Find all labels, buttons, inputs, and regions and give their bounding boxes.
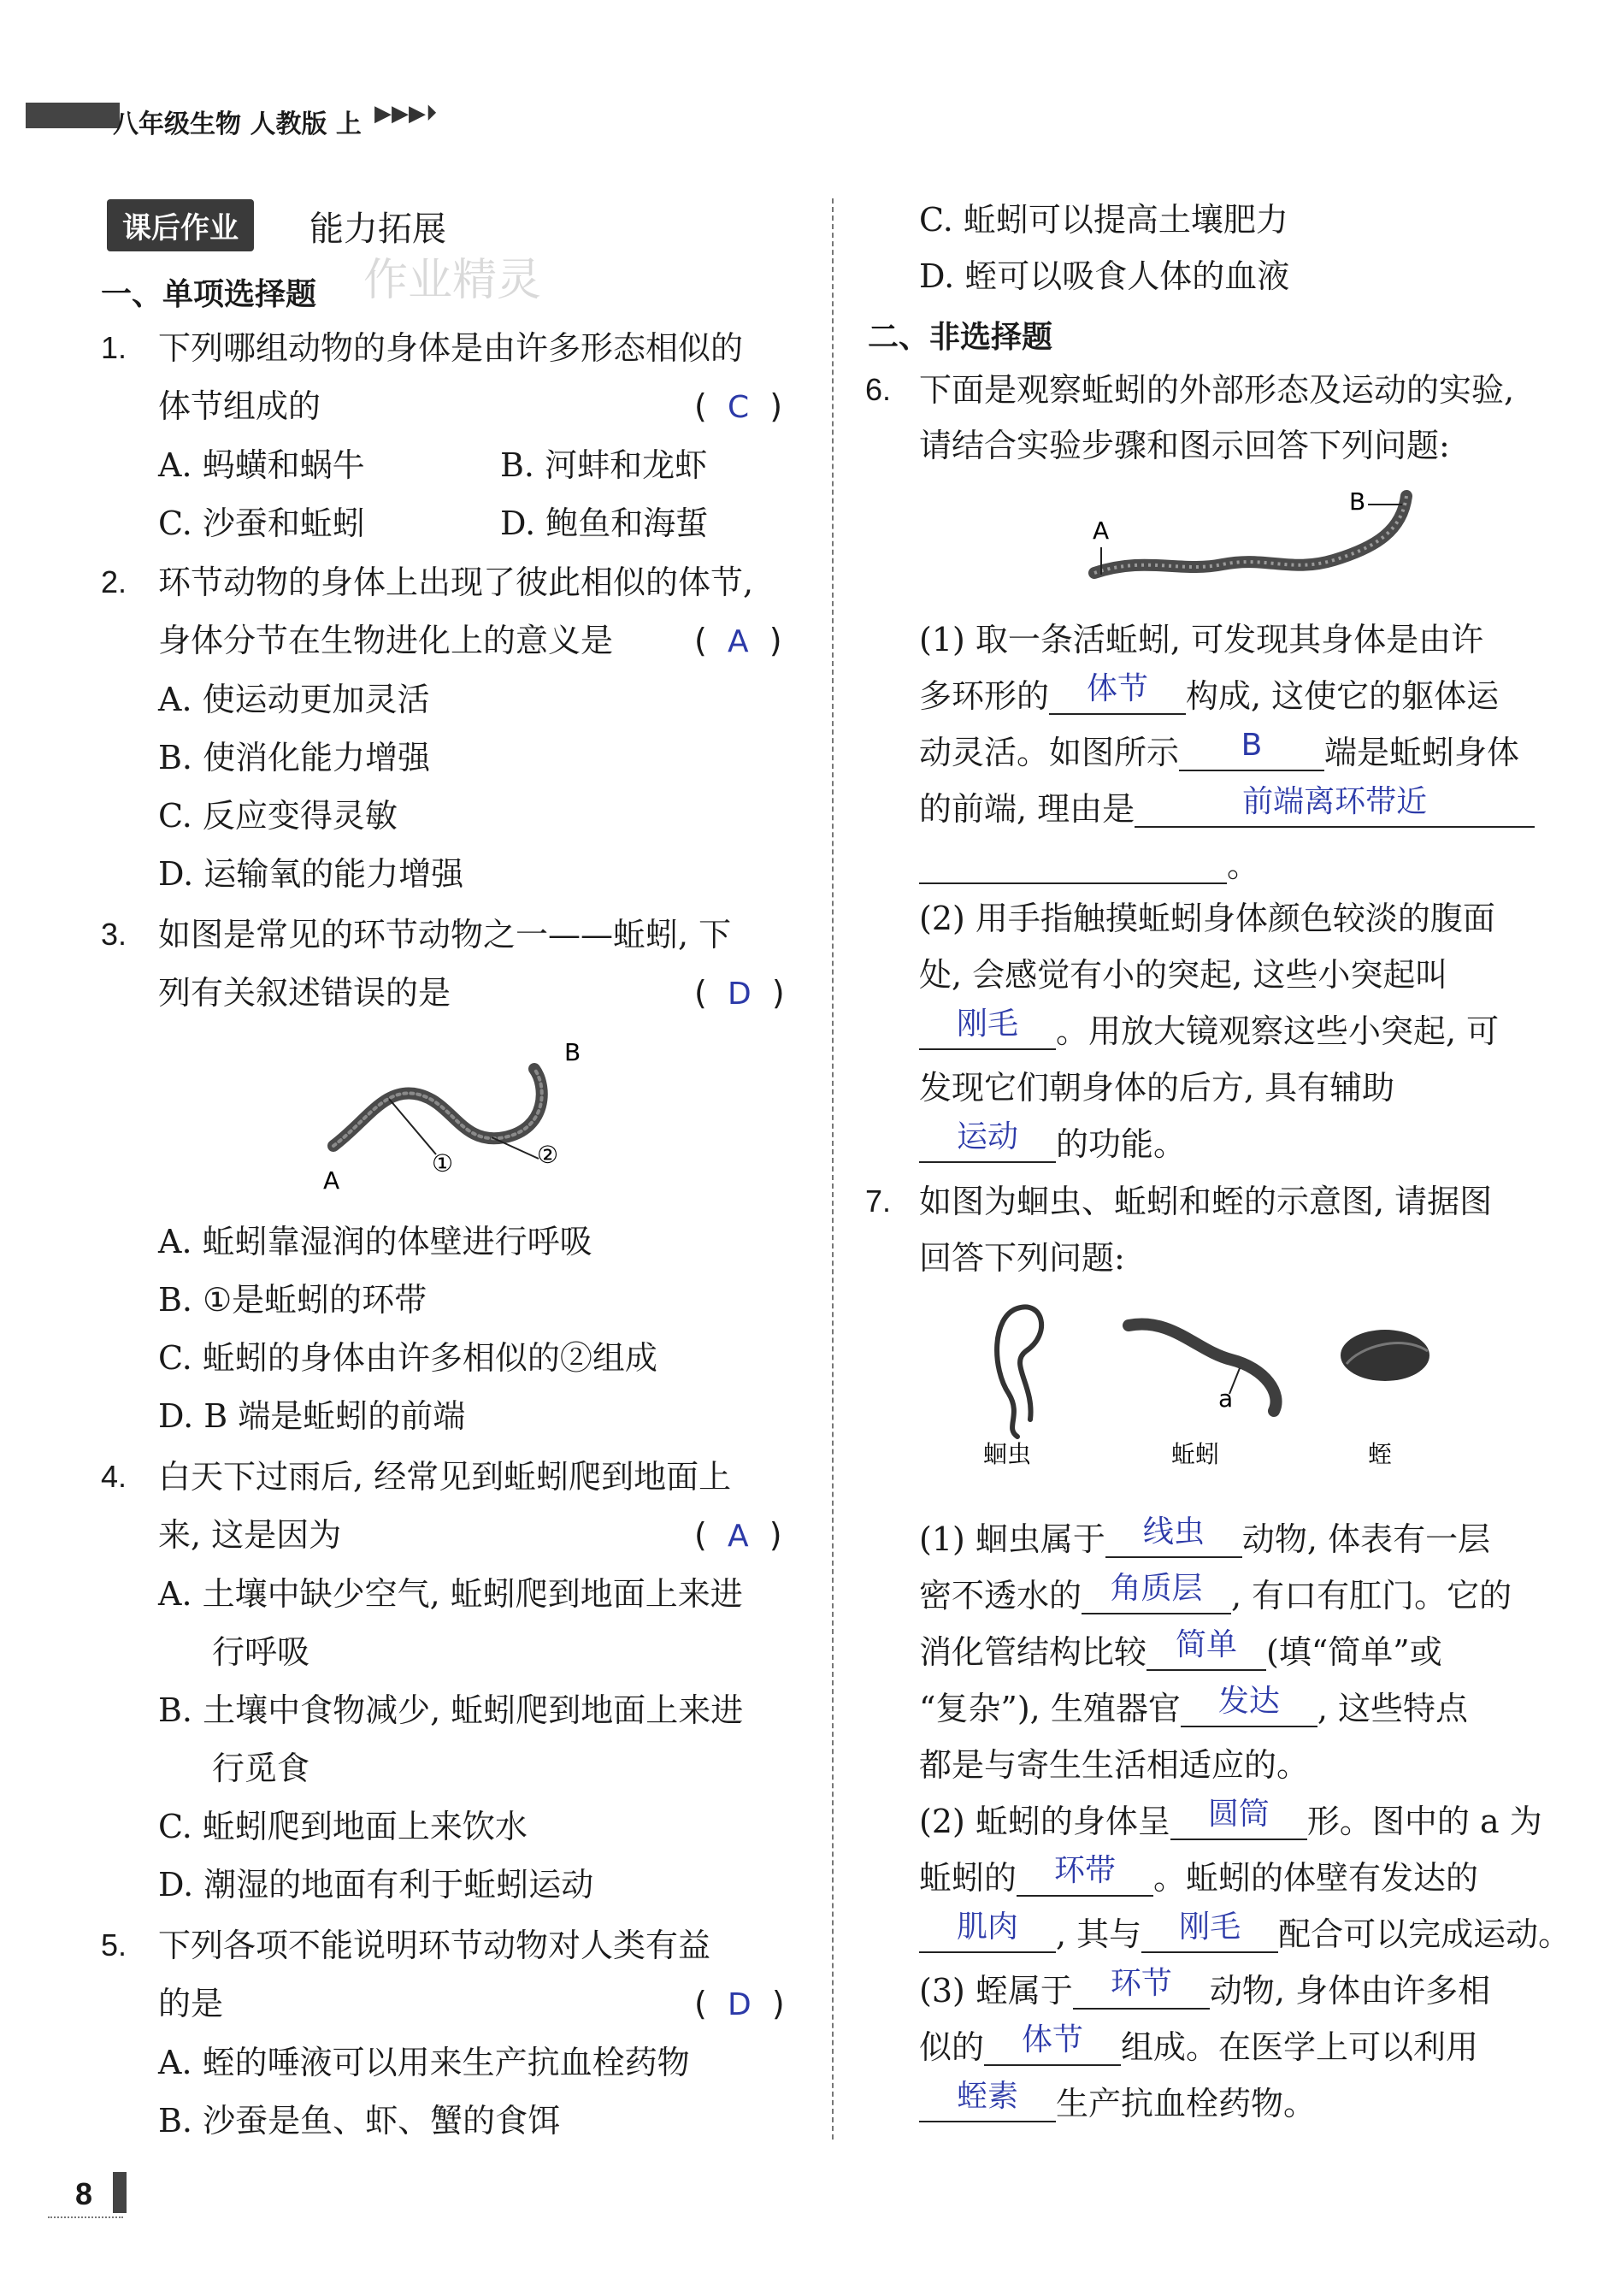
header-bar	[26, 103, 120, 128]
q7-p3-line2	[919, 2022, 1479, 2066]
q7-p1-text: (1) 蛔虫属于	[919, 1520, 1105, 1558]
q2-number: 2.	[101, 564, 127, 599]
q6-stem: 下面是观察蚯蚓的外部形态及运动的实验,	[919, 371, 1515, 409]
q7-number: 7.	[865, 1183, 892, 1219]
q7-blank-6	[1017, 1853, 1153, 1897]
q6-p1-line4	[919, 784, 1535, 828]
q7-stem-2: 回答下列问题:	[919, 1239, 1125, 1277]
q6-answer-4: 刚毛	[956, 1006, 1018, 1042]
q7-p1-line5: 都是与寄生生活相适应的。	[919, 1746, 1310, 1784]
q2-option-c: C. 反应变得灵敏	[158, 797, 398, 835]
q7-p3b-text-2: 组成。在医学上可以利用	[1121, 2028, 1479, 2066]
q7-p1-text-2: 动物, 体表有一层	[1241, 1520, 1491, 1558]
q7-label-a: a	[1218, 1384, 1234, 1413]
watermark-logo: 作业精灵	[363, 255, 542, 306]
q7-blank-5	[1170, 1797, 1307, 1840]
q7-p1-line4	[919, 1684, 1469, 1727]
q6-answer-5: 运动	[956, 1119, 1018, 1154]
q6-label-a: A	[1093, 516, 1110, 545]
q6-blank-4	[919, 1006, 1056, 1050]
q4-stem-2: 来, 这是因为	[158, 1516, 342, 1554]
q6-answer-2: B	[1241, 728, 1263, 763]
q7-answer-6: 环带	[1054, 1853, 1117, 1888]
q5-answer-slot: ( D )	[694, 1985, 785, 2022]
q7-p1c-text: 消化管结构比较	[919, 1633, 1147, 1671]
q7-p1-line1	[919, 1514, 1491, 1558]
q7-answer-8: 刚毛	[1179, 1909, 1241, 1945]
q6-p1-text-4: 端是蚯蚓身体	[1324, 734, 1520, 771]
q4-option-a: A. 土壤中缺少空气, 蚯蚓爬到地面上来进	[158, 1575, 743, 1613]
q1-answer: C	[727, 390, 750, 425]
q7-p3-line3	[919, 2079, 1317, 2122]
q6-p1-text-2: 构成, 这使它的躯体运	[1186, 677, 1500, 715]
q5-number: 5.	[101, 1927, 127, 1963]
q6-p1-text-5: 的前端, 理由是	[919, 790, 1135, 828]
q2-stem: 环节动物的身体上出现了彼此相似的体节,	[158, 564, 754, 601]
arrow-icons: ▶▶▶⏵	[374, 101, 437, 127]
q7-blank-8	[1141, 1909, 1278, 1953]
q7-p3c-text: 生产抗血栓药物。	[1056, 2085, 1317, 2122]
q3-option-a: A. 蚯蚓靠湿润的体壁进行呼吸	[158, 1223, 592, 1260]
q7-answer-3: 简单	[1176, 1627, 1238, 1662]
q3-answer-slot: ( D )	[694, 974, 785, 1012]
q7-blank-10	[984, 2022, 1121, 2066]
q4-option-b-cont: 行觅食	[212, 1750, 310, 1787]
footer-dotted-line	[48, 2216, 123, 2218]
q6-label-b: B	[1349, 487, 1366, 516]
q7-p3b-text: 似的	[919, 2028, 985, 2066]
q4-option-d: D. 潮湿的地面有利于蚯蚓运动	[158, 1866, 594, 1903]
q7-p2-text: (2) 蚯蚓的身体呈	[919, 1803, 1170, 1840]
q6-blank-5	[919, 1119, 1056, 1163]
q6-p2-end: 的功能。	[1056, 1125, 1187, 1163]
q3-label-2: ②	[537, 1141, 559, 1169]
q3-label-a: A	[323, 1166, 340, 1195]
q1-option-d: D. 鲍鱼和海蜇	[500, 505, 709, 542]
q6-p1-line2	[919, 671, 1500, 715]
q3-option-c: C. 蚯蚓的身体由许多相似的②组成	[158, 1339, 657, 1377]
q7-p1d-text-2: , 这些特点	[1317, 1690, 1469, 1727]
q7-p3-text: (3) 蛭属于	[919, 1972, 1073, 2010]
q2-option-a: A. 使运动更加灵活	[158, 681, 430, 718]
q7-p2-line1	[919, 1797, 1542, 1840]
q4-answer-slot: ( A )	[694, 1516, 782, 1554]
q4-option-b: B. 土壤中食物减少, 蚯蚓爬到地面上来进	[158, 1691, 744, 1729]
page-number-bar	[113, 2172, 127, 2213]
q5-stem-2: 的是	[158, 1985, 224, 2022]
q4-option-a-cont: 行呼吸	[212, 1633, 310, 1671]
q7-p3-line1	[919, 1966, 1491, 2010]
q6-stem-2: 请结合实验步骤和图示回答下列问题:	[919, 427, 1450, 464]
q7-caption-leech: 蛭	[1368, 1440, 1393, 1468]
q6-blank-3-cont	[919, 848, 1227, 884]
q7-p1b-text-2: , 有口有肛门。它的	[1231, 1577, 1512, 1614]
q1-option-a: A. 蚂蟥和蜗牛	[158, 446, 365, 484]
q7-p2c-text: , 其与	[1056, 1915, 1142, 1953]
q3-option-b: B. ①是蚯蚓的环带	[158, 1281, 427, 1319]
q6-p1-line5	[919, 847, 1259, 884]
q6-p2-text: 。用放大镜观察这些小突起, 可	[1056, 1012, 1500, 1050]
q7-answer-2: 角质层	[1110, 1571, 1203, 1606]
q6-blank-3	[1135, 784, 1535, 828]
q5-stem: 下列各项不能说明环节动物对人类有益	[158, 1927, 711, 1964]
q7-blank-7	[919, 1909, 1056, 1953]
q6-p2-line4: 发现它们朝身体的后方, 具有辅助	[919, 1069, 1395, 1107]
q7-blank-11	[919, 2079, 1056, 2122]
q6-answer-1: 体节	[1087, 671, 1149, 706]
q7-p1-line3	[919, 1627, 1442, 1671]
q4-option-c: C. 蚯蚓爬到地面上来饮水	[158, 1808, 528, 1845]
q7-caption-earthworm: 蚯蚓	[1171, 1440, 1220, 1468]
q7-blank-2	[1082, 1571, 1231, 1614]
q6-p1-text: 多环形的	[919, 677, 1050, 715]
q6-p1-end: 。	[1227, 847, 1260, 884]
q7-caption-roundworm: 蛔虫	[983, 1440, 1032, 1468]
q5-option-c: C. 蚯蚓可以提高土壤肥力	[919, 201, 1288, 239]
q3-earthworm-figure	[316, 1035, 598, 1197]
q7-p2-line2	[919, 1853, 1479, 1897]
q7-p1d-text: “复杂”), 生殖器官	[919, 1690, 1181, 1727]
q7-p2b-text: 蚯蚓的	[919, 1859, 1017, 1897]
q5-answer: D	[727, 1987, 752, 2022]
q2-option-d: D. 运输氧的能力增强	[158, 855, 464, 893]
q4-stem: 白天下过雨后, 经常见到蚯蚓爬到地面上	[158, 1458, 732, 1496]
q7-answer-4: 发达	[1217, 1684, 1280, 1719]
q6-p2-line3	[919, 1006, 1500, 1050]
q7-p3-text-2: 动物, 身体由许多相	[1209, 1972, 1491, 2010]
q1-number: 1.	[101, 330, 127, 365]
q7-blank-9	[1073, 1966, 1210, 2010]
part1-title: 一、单项选择题	[101, 277, 317, 312]
q6-number: 6.	[865, 372, 892, 407]
part2-title: 二、非选择题	[868, 320, 1053, 355]
q7-p2b-text-2: 。蚯蚓的体壁有发达的	[1153, 1859, 1479, 1897]
q6-p1-text-3: 动灵活。如图所示	[919, 734, 1180, 771]
page-number: 8	[75, 2176, 93, 2211]
q3-answer: D	[727, 977, 752, 1012]
q7-answer-1: 线虫	[1142, 1514, 1205, 1549]
q6-blank-2	[1179, 728, 1324, 771]
q7-animals-figure	[958, 1283, 1471, 1471]
q3-label-1: ①	[432, 1149, 454, 1178]
q2-answer: A	[727, 624, 749, 659]
q7-answer-7: 肌肉	[956, 1909, 1018, 1945]
q7-p2c-text-2: 配合可以完成运动。	[1278, 1915, 1571, 1953]
q3-number: 3.	[101, 917, 127, 952]
q3-label-b: B	[564, 1038, 581, 1066]
q7-stem: 如图为蛔虫、蚯蚓和蛭的示意图, 请据图	[919, 1183, 1493, 1220]
q6-answer-3: 前端离环带近	[1242, 784, 1428, 819]
section-title: 能力拓展	[309, 210, 446, 249]
q6-earthworm-figure	[1077, 479, 1436, 590]
q1-option-b: B. 河蚌和龙虾	[500, 446, 708, 484]
q5-option-b: B. 沙蚕是鱼、虾、蟹的食饵	[158, 2102, 561, 2140]
q4-answer: A	[727, 1519, 749, 1554]
q3-stem: 如图是常见的环节动物之一——蚯蚓, 下	[158, 916, 732, 953]
q7-answer-11: 蛭素	[956, 2079, 1018, 2114]
q3-option-d: D. B 端是蚯蚓的前端	[158, 1397, 466, 1435]
q1-stem-2: 体节组成的	[158, 387, 321, 425]
q5-option-d: D. 蛭可以吸食人体的血液	[919, 257, 1290, 295]
q7-p2-text-2: 形。图中的 a 为	[1306, 1803, 1542, 1840]
section-tag: 课后作业	[107, 199, 254, 251]
q1-answer-slot: ( C )	[694, 387, 783, 425]
q6-p1-line1: (1) 取一条活蚯蚓, 可发现其身体是由许	[919, 621, 1484, 658]
q6-p2-line5	[919, 1119, 1187, 1163]
q6-p2-line2: 处, 会感觉有小的突起, 这些小突起叫	[919, 956, 1448, 994]
q7-p1b-text: 密不透水的	[919, 1577, 1082, 1614]
q1-option-c: C. 沙蚕和蚯蚓	[158, 505, 365, 542]
q3-stem-2: 列有关叙述错误的是	[158, 974, 451, 1012]
q7-answer-9: 环节	[1110, 1966, 1172, 2001]
q6-p2-line1: (2) 用手指触摸蚯蚓身体颜色较淡的腹面	[919, 900, 1495, 937]
q2-answer-slot: ( A )	[694, 622, 782, 659]
book-title: 八年级生物 人教版 上	[113, 109, 362, 139]
q7-blank-3	[1146, 1627, 1266, 1671]
q7-p1-line2	[919, 1571, 1512, 1614]
q2-option-b: B. 使消化能力增强	[158, 739, 431, 776]
q7-p1c-text-2: (填“简单”或	[1266, 1633, 1442, 1671]
q6-blank-1	[1049, 671, 1186, 715]
q7-blank-4	[1181, 1684, 1317, 1727]
q2-stem-2: 身体分节在生物进化上的意义是	[158, 622, 614, 659]
q7-p2-line3	[919, 1909, 1571, 1953]
column-divider	[832, 198, 834, 2140]
q7-blank-1	[1105, 1514, 1242, 1558]
q1-stem: 下列哪组动物的身体是由许多形态相似的	[158, 329, 744, 367]
q7-answer-5: 圆筒	[1207, 1797, 1270, 1832]
q4-number: 4.	[101, 1459, 127, 1494]
q5-option-a: A. 蛭的唾液可以用来生产抗血栓药物	[158, 2044, 690, 2081]
q7-answer-10: 体节	[1022, 2022, 1084, 2057]
q6-p1-line3	[919, 728, 1520, 771]
